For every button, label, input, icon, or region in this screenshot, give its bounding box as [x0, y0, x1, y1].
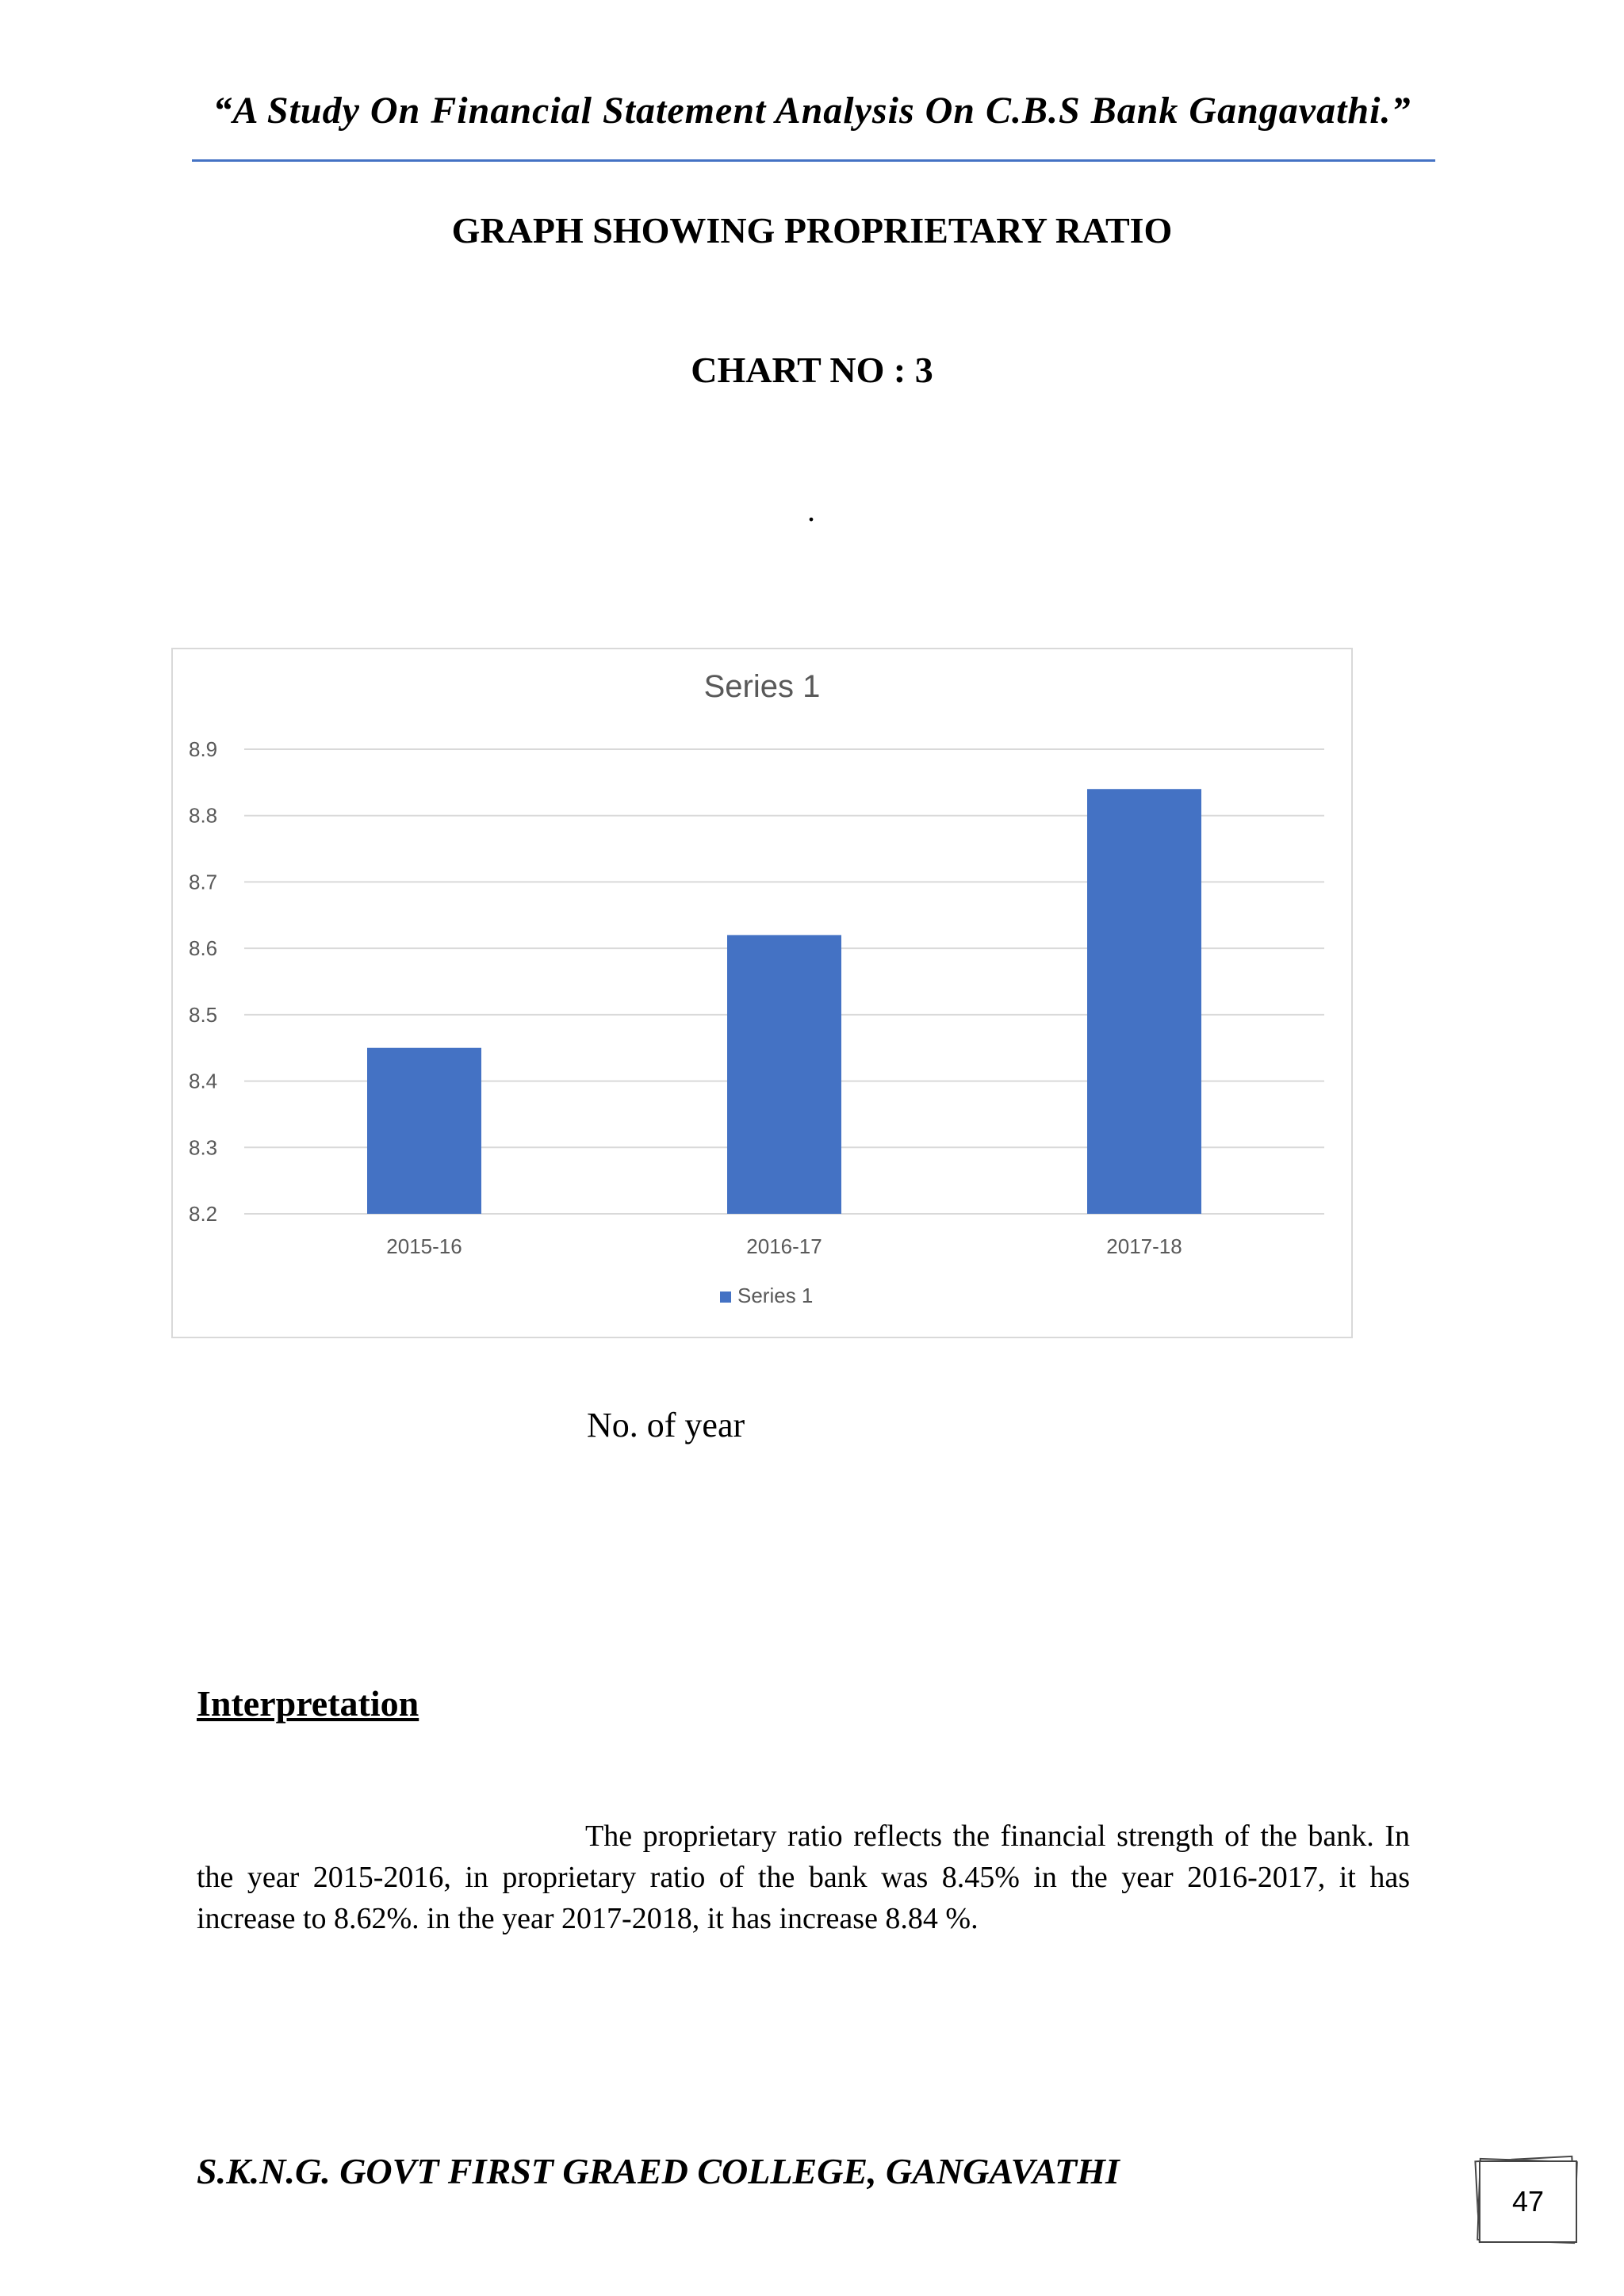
chart-title: Series 1	[703, 669, 821, 704]
y-axis-ticks	[189, 737, 217, 1226]
graph-heading: GRAPH SHOWING PROPRIETARY RATIO	[451, 210, 1173, 251]
interpretation-heading: Interpretation	[197, 1683, 419, 1724]
y-tick-label: 8.9	[189, 737, 218, 761]
page-number: 47	[1511, 2185, 1545, 2218]
proprietary-ratio-chart	[173, 649, 1351, 1337]
y-tick-label: 8.7	[189, 870, 218, 894]
page-number-box	[1477, 2158, 1576, 2242]
y-tick-label: 8.8	[189, 803, 218, 828]
x-axis-caption: No. of year	[587, 1406, 745, 1445]
header-rule	[192, 159, 1435, 162]
interpretation-body: The proprietary ratio reflects the financial strength of the bank. In the year 2015-2016, in proprietary ratio of the bank was 8.45% in the year 2016-2017, it has increase to 8.62%. in the year 2017-2018, it has increase 8.84 %.	[197, 1820, 1410, 1935]
x-tick-label: 2015-16	[386, 1234, 462, 1258]
y-tick-label: 8.4	[189, 1069, 218, 1093]
x-tick-label: 2016-17	[746, 1234, 822, 1258]
document-header-title: “A Study On Financial Statement Analysis On C.B.S Bank Gangavathi.”	[213, 90, 1411, 132]
bar-2015-16	[367, 1048, 481, 1214]
bar-2017-18	[1087, 789, 1201, 1214]
chart-number-heading: CHART NO : 3	[691, 350, 933, 390]
y-tick-label: 8.3	[189, 1135, 218, 1160]
legend-label: Series 1	[737, 1284, 814, 1307]
y-tick-label: 8.6	[189, 936, 218, 961]
y-tick-label: 8.2	[189, 1202, 218, 1226]
bars	[367, 789, 1201, 1214]
legend-swatch	[720, 1292, 731, 1303]
x-tick-label: 2017-18	[1106, 1234, 1182, 1258]
stray-dot: .	[807, 492, 815, 528]
x-axis-ticks	[386, 1234, 1182, 1258]
page-frame-front	[1479, 2160, 1577, 2243]
bar-2016-17	[727, 935, 841, 1214]
legend	[720, 1284, 813, 1307]
footer-college-name: S.K.N.G. GOVT FIRST GRAED COLLEGE, GANGAVATHI	[197, 2151, 1120, 2191]
y-tick-label: 8.5	[189, 1002, 218, 1027]
chart-frame	[171, 648, 1353, 1338]
